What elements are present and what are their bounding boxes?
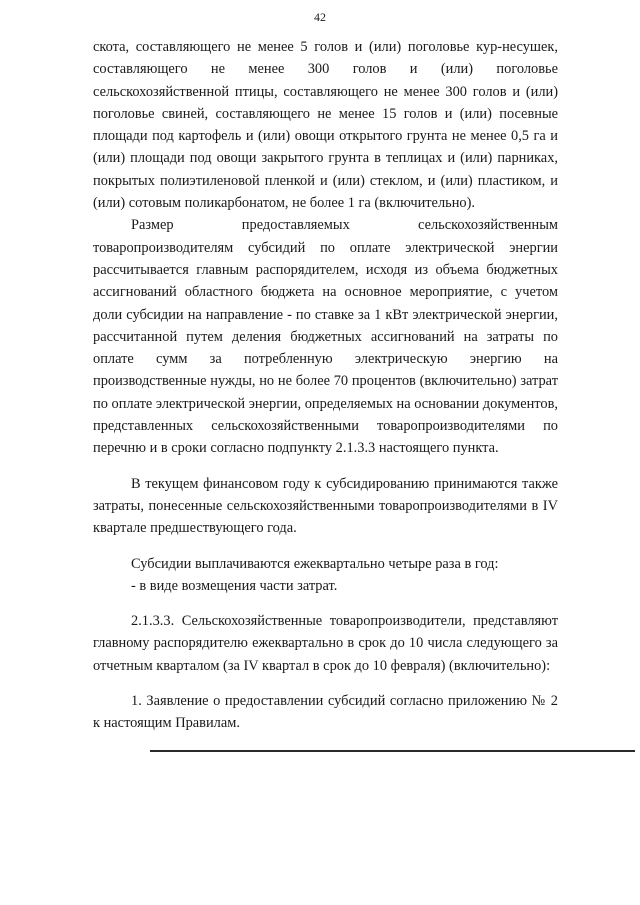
paragraph-current-year-costs: В текущем финансовом году к субсидированию принимаются также затраты, понесенные сельскохозяйственными товаропроизводителями в IV квартале предшествующего года. — [93, 475, 558, 537]
paragraph-subsidy-amount: Размер предоставляемых сельскохозяйственным товаропроизводителям субсидий по оплате электрической энергии рассчитывается главным распорядителем, исходя из объема бюджетных ассигнований областного бюджета на основное мероприятие, с учетом доли субсидии на направление - по ставке за 1 кВт электрической энергии, рассчитанной путем деления бюджетных ассигнований на затраты по оплате сумм за потребленную электрическую энергию на производственные нужды, но не более 70 процентов (включительно) затрат по оплате электрической энергии, определяемых на основании документов, представленных сельскохозяйственными товаропроизводителями по перечню и в сроки согласно подпункту 2.1.3.3 настоящего пункта. — [93, 217, 558, 457]
document-body — [93, 36, 558, 735]
paragraph-quarterly-payments: Субсидии выплачиваются ежеквартально четыре раза в год: — [131, 555, 499, 572]
paragraph-clause-2-1-3-3: 2.1.3.3. Сельскохозяйственные товаропроизводители, представляют главному распорядителю ежеквартально в срок до 10 числа следующего за отчетным кварталом (за IV квартал в срок до 10 февраля) (включительно): — [93, 613, 558, 674]
footer-divider-line — [150, 750, 635, 752]
paragraph-application-item-1: 1. Заявление о предоставлении субсидий согласно приложению № 2 к настоящим Правилам. — [93, 693, 558, 732]
page-number: 42 — [314, 10, 326, 24]
paragraph-cost-reimbursement: - в виде возмещения части затрат. — [131, 577, 338, 594]
paragraph-livestock-criteria: скота, составляющего не менее 5 голов и (или) поголовье кур-несушек, составляющего не менее 300 голов и (или) поголовье сельскохозяйственной птицы, составляющего не менее 300 голов и (или) поголовье свиней, составляющего не менее 15 голов и (или) посевные площади под картофель и (или) овощи открытого грунта не менее 0,5 га и (или) площади под овощи закрытого грунта в теплицах и (или) парниках, покрытых полиэтиленовой пленкой и (или) стеклом, и (или) пластиком, и (или) сотовым поликарбонатом, не более 1 га (включительно). — [93, 39, 558, 212]
